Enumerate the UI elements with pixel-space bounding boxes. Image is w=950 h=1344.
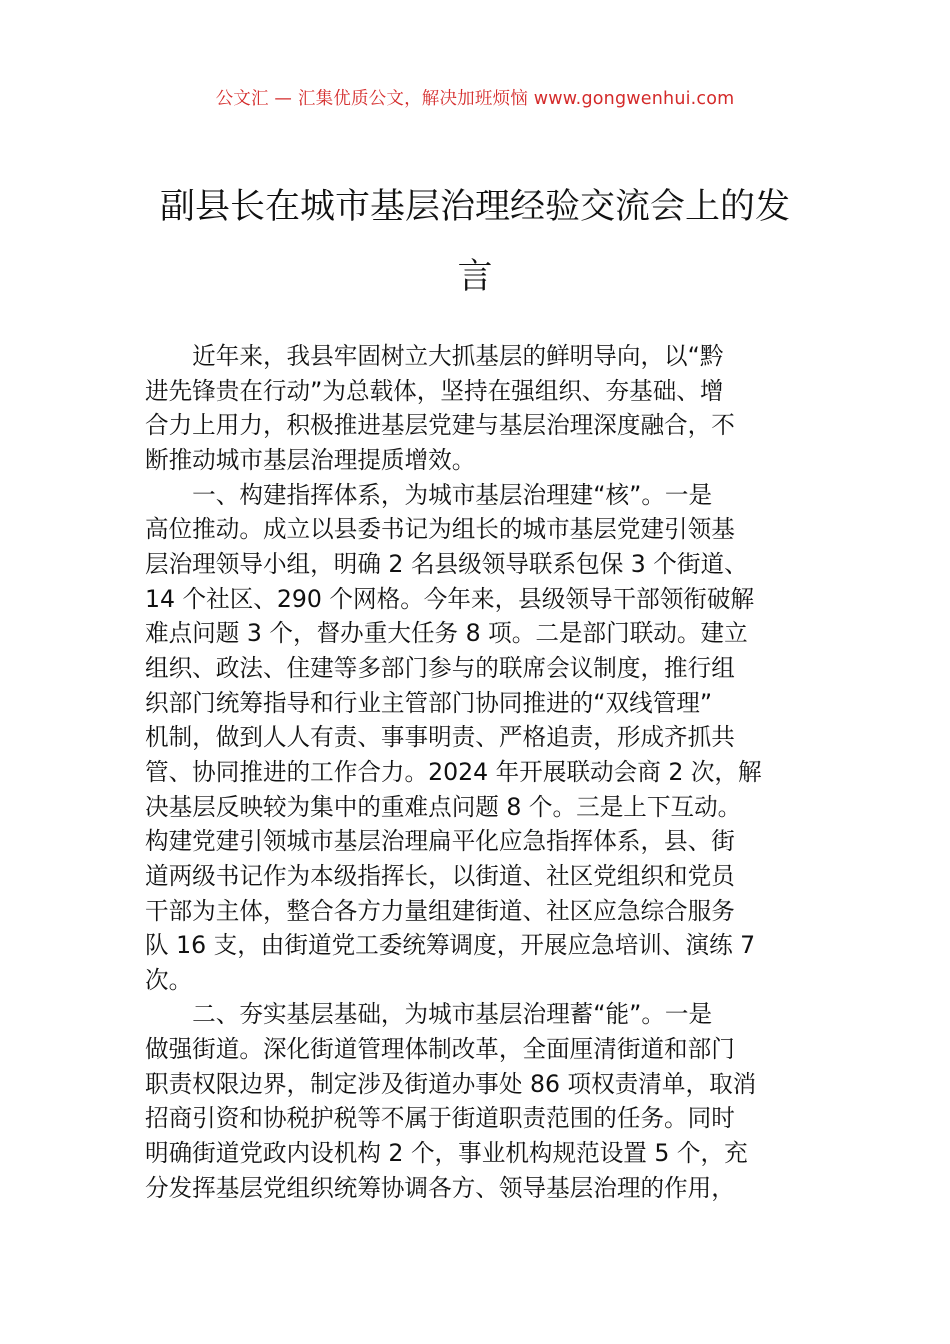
body-text-line: 招商引资和协税护税等不属于街道职责范围的任务。同时: [145, 1104, 735, 1133]
body-text-line: 道两级书记作为本级指挥长，以街道、社区党组织和党员: [145, 861, 735, 890]
body-text-line: 组织、政法、住建等多部门参与的联席会议制度，推行组: [145, 653, 735, 682]
body-text-line: 决基层反映较为集中的重难点问题 8 个。三是上下互动。: [145, 792, 742, 821]
body-text-line: 一、构建指挥体系，为城市基层治理建“核”。一是: [145, 480, 713, 509]
body-text-line: 机制，做到人人有责、事事明责、严格追责，形成齐抓共: [145, 723, 735, 752]
body-text-line: 二、夯实基层基础，为城市基层治理蓄“能”。一是: [145, 1000, 713, 1029]
body-text-line: 层治理领导小组，明确 2 名县级领导联系包保 3 个街道、: [145, 549, 748, 578]
body-text-line: 合力上用力，积极推进基层党建与基层治理深度融合，不: [145, 411, 735, 440]
body-text-line: 次。: [145, 965, 193, 994]
body-text-line: 职责权限边界，制定涉及街道办事处 86 项权责清单，取消: [145, 1069, 757, 1098]
body-text-line: 织部门统筹指导和行业主管部门协同推进的“双线管理”: [145, 688, 713, 717]
body-text-line: 高位推动。成立以县委书记为组长的城市基层党建引领基: [145, 515, 735, 544]
body-text-line: 进先锋贵在行动”为总载体，坚持在强组织、夯基础、增: [145, 376, 724, 405]
body-text-line: 队 16 支，由街道党工委统筹调度，开展应急培训、演练 7: [145, 931, 756, 960]
body-text-line: 构建党建引领城市基层治理扁平化应急指挥体系，县、街: [145, 827, 735, 856]
body-text-line: 管、协同推进的工作合力。2024 年开展联动会商 2 次，解: [145, 757, 762, 786]
title-line: 副县长在城市基层治理经验交流会上的发: [159, 187, 790, 227]
body-text-line: 分发挥基层党组织统筹协调各方、领导基层治理的作用，: [145, 1173, 735, 1202]
body-text-line: 14 个社区、290 个网格。今年来，县级领导干部领衔破解: [145, 584, 755, 613]
body-text-line: 做强街道。深化街道管理体制改革，全面厘清街道和部门: [145, 1035, 735, 1064]
site-header-banner: 公文汇 — 汇集优质公文，解决加班烦恼 www.gongwenhui.com: [215, 89, 735, 109]
title-line: 言: [457, 257, 493, 297]
document-title: [0, 172, 950, 312]
body-text-line: 明确街道党政内设机构 2 个，事业机构规范设置 5 个，充: [145, 1139, 748, 1168]
body-text-line: 断推动城市基层治理提质增效。: [145, 445, 476, 474]
body-text-line: 近年来，我县牢固树立大抓基层的鲜明导向，以“黔: [145, 342, 724, 370]
body-text-line: 难点问题 3 个，督办重大任务 8 项。二是部门联动。建立: [145, 619, 748, 648]
document-body: [145, 339, 815, 1205]
body-text-line: 干部为主体，整合各方力量组建街道、社区应急综合服务: [145, 896, 735, 925]
